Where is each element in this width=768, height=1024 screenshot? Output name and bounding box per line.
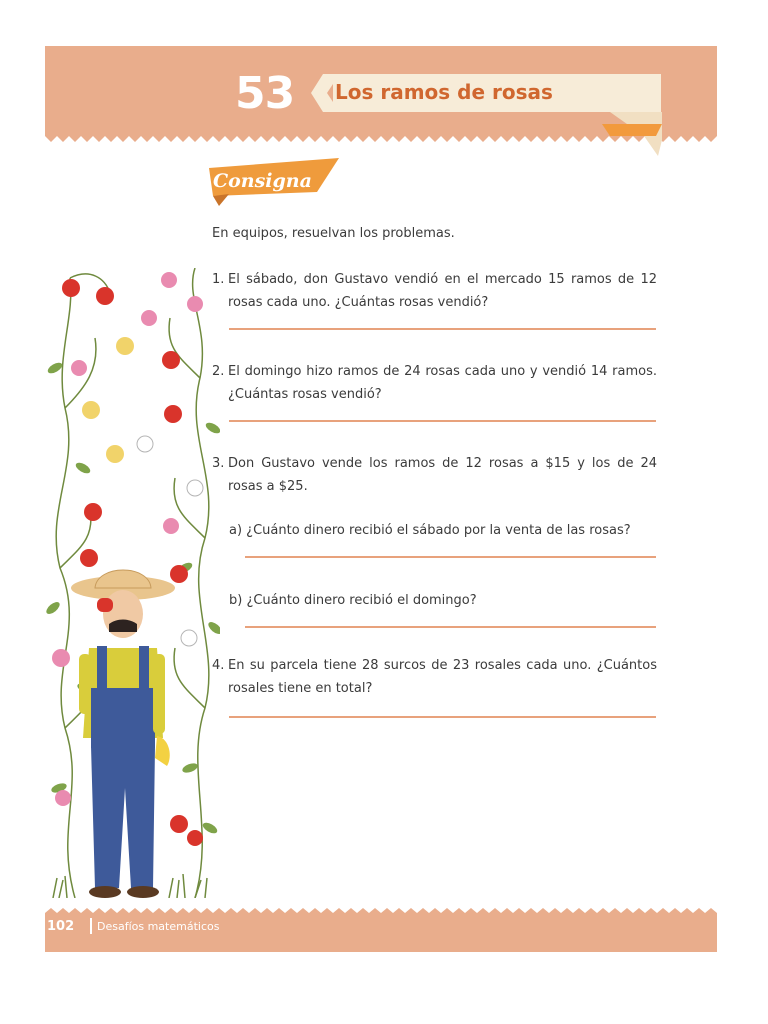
problem-text: Don Gustavo vende los ramos de 12 rosas a $15 y los de 24 rosas a $25. (228, 456, 657, 494)
answer-line-3b[interactable] (245, 626, 656, 628)
instruction-text: En equipos, resuelvan los problemas. (212, 226, 455, 241)
gardener-illustration (45, 268, 220, 898)
answer-line-4[interactable] (229, 716, 656, 718)
problem-text: El domingo hizo ramos de 24 rosas cada uno y vendió 14 ramos. ¿Cuántas rosas vendió? (228, 364, 657, 402)
footer-separator (90, 918, 92, 934)
page-number: 102 (47, 919, 75, 934)
problem-number: 4. (212, 658, 225, 673)
lesson-title: Los ramos de rosas (335, 80, 553, 104)
book-title: Desafíos matemáticos (97, 920, 220, 933)
problem-text: En su parcela tiene 28 surcos de 23 rosales cada uno. ¿Cuántos rosales tiene en total? (228, 658, 657, 696)
gardener-figure (71, 570, 175, 898)
answer-line-3a[interactable] (245, 556, 656, 558)
problem-number: 1. (212, 272, 225, 287)
problem-text: El sábado, don Gustavo vendió en el mercado 15 ramos de 12 rosas cada uno. ¿Cuántas rosas vendió? (228, 272, 657, 310)
subquestion-3b: b) ¿Cuánto dinero recibió el domingo? (229, 593, 477, 608)
ribbon-fold (600, 110, 670, 160)
problem-number: 3. (212, 456, 225, 471)
problem-1 (212, 268, 657, 314)
answer-line-2[interactable] (229, 420, 656, 422)
subquestion-3a: a) ¿Cuánto dinero recibió el sábado por la venta de las rosas? (229, 523, 631, 538)
lesson-number: 53 (235, 68, 295, 119)
textbook-page (45, 46, 717, 952)
problem-4 (212, 654, 657, 700)
problem-2 (212, 360, 657, 406)
problem-number: 2. (212, 364, 225, 379)
answer-line-1[interactable] (229, 328, 656, 330)
problem-3 (212, 452, 657, 498)
consigna-label: Consigna (213, 170, 312, 192)
